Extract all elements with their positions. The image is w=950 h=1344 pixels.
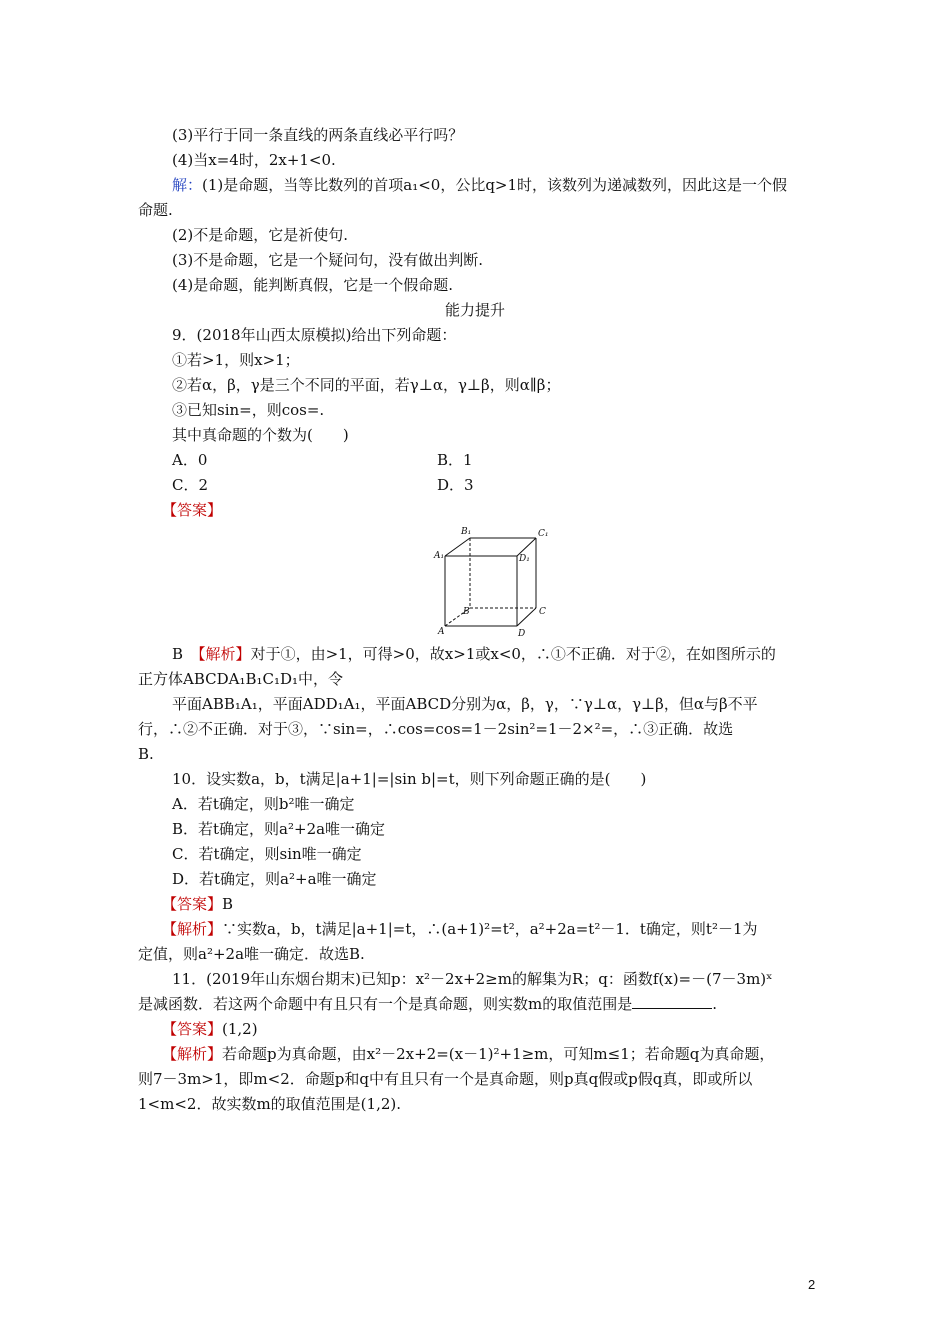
problem-9-option-a: A．0 [172,451,208,469]
problem-9-analysis-3: 平面ABB₁A₁，平面ADD₁A₁，平面ABCD分别为α，β，γ，∵γ⊥α，γ⊥β，但α与β不平 [172,695,758,713]
answer-blank [632,994,712,1009]
problem-10-option-d: D．若t确定，则a²+a唯一确定 [172,870,377,888]
label-c: C [539,607,546,617]
problem-11-analysis-1: 【解析】若命题p为真命题，由x²－2x+2=(x－1)²+1≥m，可知m≤1；若命题q为真命题， [162,1045,775,1063]
label-b: B [463,607,470,617]
solution-4: (4)是命题，能判断真假，它是一个假命题. [172,276,454,294]
problem-9-option-d: D．3 [437,476,474,494]
section-heading: 能力提升 [444,301,505,319]
problem-9-analysis-2: 正方体ABCDA₁B₁C₁D₁中，令 [138,670,344,688]
question-3: (3)平行于同一条直线的两条直线必平行吗？ [172,126,464,144]
page-number: 2 [808,1277,816,1292]
cube-figure [425,524,555,640]
solution-1b: 命题. [138,201,173,219]
problem-9-item-2: ②若α，β，γ是三个不同的平面，若γ⊥α，γ⊥β，则α∥β； [172,376,561,394]
problem-10-option-b: B．若t确定，则a²+2a唯一确定 [172,820,386,838]
problem-11-line-1: 11．(2019年山东烟台期末)已知p：x²－2x+2≥m的解集为R；q：函数f(x)=－(7－3m)ˣ [172,970,773,988]
question-4: (4)当x=4时，2x+1<0. [172,151,336,169]
solution-1a: 解：(1)是命题，当等比数列的首项a₁<0，公比q>1时，该数列为递减数列，因此这是一个假 [172,176,788,194]
problem-10-analysis-2: 定值，则a²+2a唯一确定．故选B. [138,945,365,963]
label-d: D [518,629,526,639]
label-a1: A₁ [434,551,445,561]
problem-10: 10．设实数a，b，t满足|a+1|=|sin b|=t，则下列命题正确的是( ) [172,770,647,788]
label-d1: D₁ [519,554,530,564]
problem-9-item-3: ③已知sin=，则cos=. [172,401,325,419]
problem-10-answer: 【答案】B [162,895,234,913]
problem-10-option-a: A．若t确定，则b²唯一确定 [172,795,355,813]
problem-9-question: 其中真命题的个数为( ) [172,426,349,444]
problem-9-answer-tag: 【答案】 [162,501,223,519]
problem-9-option-b: B．1 [437,451,473,469]
problem-11-answer: 【答案】(1,2) [162,1020,258,1038]
solution-3: (3)不是命题，它是一个疑问句，没有做出判断. [172,251,484,269]
problem-9-option-c: C．2 [172,476,209,494]
problem-10-option-c: C．若t确定，则sin唯一确定 [172,845,362,863]
problem-11-analysis-3: 1<m<2．故实数m的取值范围是(1,2). [138,1095,401,1113]
label-a: A [438,627,445,637]
solution-tag: 解： [172,176,203,194]
problem-9-item-1: ①若>1，则x>1； [172,351,300,369]
label-c1: C₁ [538,529,549,539]
problem-9-analysis-5: B. [138,745,154,763]
problem-9-analysis-4: 行，∴②不正确．对于③，∵sin=，∴cos=cos=1－2sin²=1－2×²=，∴③正确．故选 [138,720,734,738]
solution-2: (2)不是命题，它是祈使句. [172,226,349,244]
problem-10-analysis-1: 【解析】∵实数a，b，t满足|a+1|=t，∴(a+1)²=t²，a²+2a=t²－1．t确定，则t²－1为 [162,920,758,938]
label-b1: B₁ [461,527,472,537]
problem-9-analysis-1: B 【解析】对于①，由>1，可得>0，故x>1或x<0，∴①不正确．对于②，在如图所示的 [172,645,776,663]
problem-9: 9．(2018年山西太原模拟)给出下列命题： [172,326,457,344]
problem-11-analysis-2: 则7－3m>1，即m<2．命题p和q中有且只有一个是真命题，则p真q假或p假q真，即或所以 [138,1070,753,1088]
problem-11-line-2: 是减函数．若这两个命题中有且只有一个是真命题，则实数m的取值范围是 . [138,995,718,1013]
